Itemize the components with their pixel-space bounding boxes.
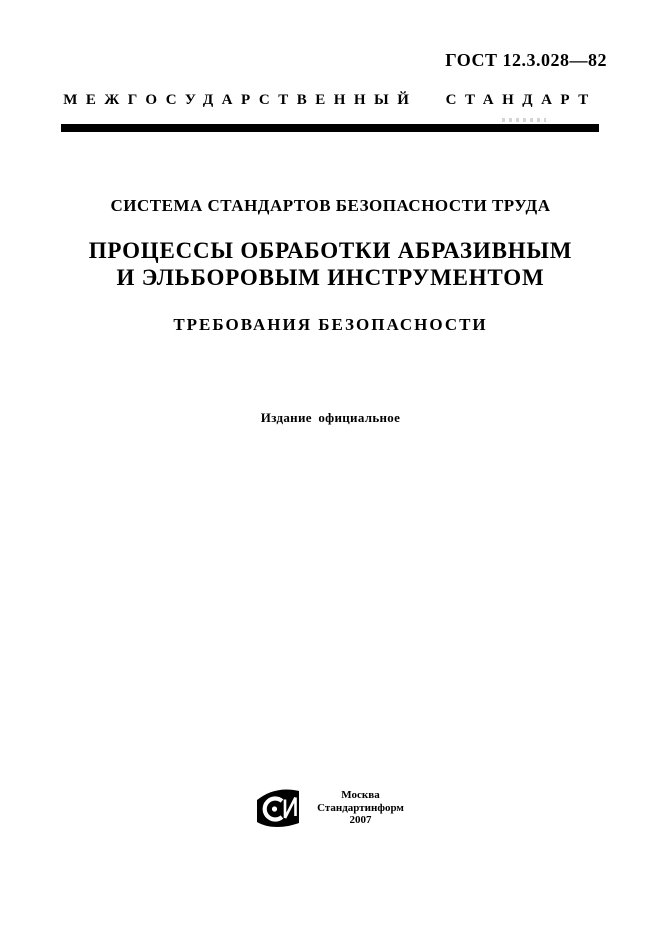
standartinform-logo-icon [255, 786, 301, 830]
edition-note: Издание официальное [260, 410, 401, 425]
standard-type-heading: МЕЖГОСУДАРСТВЕННЫЙ СТАНДАРТ [63, 92, 597, 108]
standard-number: ГОСТ 12.3.028—82 [445, 50, 607, 70]
scan-artifact [502, 118, 546, 122]
document-title-line-2: И ЭЛЬБОРОВЫМ ИНСТРУМЕНТОМ [116, 265, 545, 290]
document-title-line-1: ПРОЦЕССЫ ОБРАБОТКИ АБРАЗИВНЫМ [88, 238, 573, 263]
document-subtitle: ТРЕБОВАНИЯ БЕЗОПАСНОСТИ [173, 315, 488, 334]
imprint-city: Москва [341, 789, 380, 802]
horizontal-rule [61, 124, 599, 132]
imprint-block [0, 786, 661, 830]
imprint-year: 2007 [349, 814, 372, 827]
imprint-text [315, 789, 407, 827]
document-title [0, 237, 661, 291]
standards-system-title: СИСТЕМА СТАНДАРТОВ БЕЗОПАСНОСТИ ТРУДА [110, 196, 551, 215]
imprint-publisher: Стандартинформ [317, 801, 404, 814]
